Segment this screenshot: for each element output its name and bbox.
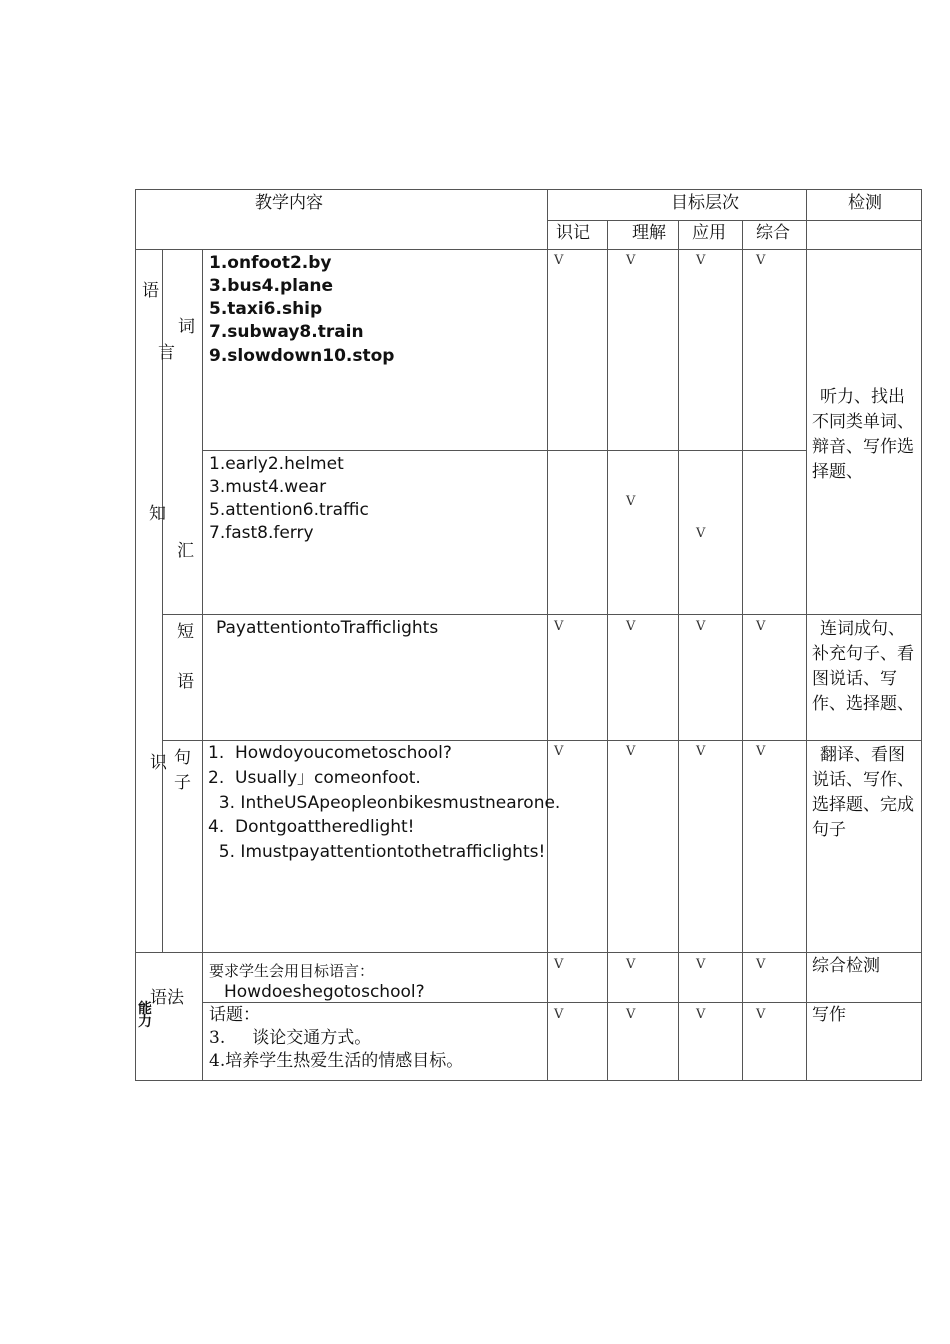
label-duan: 短 bbox=[177, 622, 194, 642]
check-mark: V bbox=[756, 253, 766, 268]
header-memorize: 识记 bbox=[556, 223, 590, 243]
table-border-left bbox=[135, 189, 136, 1081]
header-content: 教学内容 bbox=[255, 193, 323, 213]
label-hui: 汇 bbox=[177, 541, 194, 561]
vocab-check-line: 择题、 bbox=[812, 462, 863, 482]
sentence-line: 4. Dontgoattheredlight! bbox=[208, 817, 415, 837]
label-ju: 句 bbox=[174, 748, 191, 768]
memorize-col-divider bbox=[607, 220, 608, 1081]
phrase-check-line: 连词成句、 bbox=[820, 619, 905, 639]
label-zi: 子 bbox=[174, 773, 191, 793]
table-border-top bbox=[135, 189, 922, 190]
sentence-check-line: 说话、写作、 bbox=[812, 770, 914, 790]
ability-check: 写作 bbox=[812, 1005, 846, 1025]
vocab1-line: 5.taxi6.ship bbox=[209, 299, 323, 319]
vocab2-line: 1.early2.helmet bbox=[209, 454, 344, 474]
label-yu: 语 bbox=[142, 281, 159, 301]
grammar-target-sentence: Howdoeshegotoschool? bbox=[224, 982, 425, 1002]
check-mark: V bbox=[696, 957, 706, 972]
sentence-line: 2. Usually」comeonfoot. bbox=[208, 768, 421, 788]
check-mark: V bbox=[696, 526, 706, 541]
phrase-text: PayattentiontoTrafficlights bbox=[216, 618, 439, 638]
check-mark: V bbox=[626, 619, 636, 634]
vocab2-line: 5.attention6.traffic bbox=[209, 500, 369, 520]
vocab-check-line: 辩音、写作选 bbox=[812, 437, 914, 457]
label-yu2: 语 bbox=[177, 672, 194, 692]
header-understand: 理解 bbox=[632, 223, 666, 243]
check-mark: V bbox=[756, 1007, 766, 1022]
content-col-divider bbox=[547, 189, 548, 1081]
ability-line: 话题： bbox=[209, 1005, 260, 1025]
check-mark: V bbox=[554, 253, 564, 268]
phrase-divider bbox=[162, 614, 922, 615]
header-levels: 目标层次 bbox=[671, 193, 739, 213]
understand-col-divider bbox=[678, 220, 679, 1081]
check-mark: V bbox=[626, 957, 636, 972]
header-apply: 应用 bbox=[692, 223, 726, 243]
check-mark: V bbox=[554, 1007, 564, 1022]
apply-col-divider bbox=[742, 220, 743, 1081]
label-zhi: 知 bbox=[149, 504, 166, 524]
vocab2-line: 3.must4.wear bbox=[209, 477, 327, 497]
check-mark: V bbox=[696, 1007, 706, 1022]
phrase-check-line: 图说话、写 bbox=[812, 669, 897, 689]
vocab1-line: 7.subway8.train bbox=[209, 322, 364, 342]
check-mark: V bbox=[626, 494, 636, 509]
sentence-check-line: 翻译、看图 bbox=[820, 745, 905, 765]
header-synthesize: 综合 bbox=[756, 223, 790, 243]
grammar-requirement: 要求学生会用目标语言： bbox=[209, 962, 375, 980]
phrase-check-line: 补充句子、看 bbox=[812, 644, 914, 664]
vocab1-line: 3.bus4.plane bbox=[209, 276, 334, 296]
sentence-line: 5. Imustpayattentiontothetrafficlights! bbox=[208, 842, 546, 862]
check-mark: V bbox=[554, 957, 564, 972]
sentence-check-line: 句子 bbox=[812, 820, 846, 840]
label-grammar: 语法 bbox=[150, 988, 184, 1008]
grammar-check: 综合检测 bbox=[812, 956, 880, 976]
check-mark: V bbox=[696, 744, 706, 759]
sentence-line: 3. IntheUSApeopleonbikesmustnearone. bbox=[208, 793, 561, 813]
check-mark: V bbox=[554, 744, 564, 759]
check-mark: V bbox=[554, 619, 564, 634]
table-border-bottom bbox=[135, 1080, 922, 1081]
table-border-right bbox=[921, 189, 922, 1081]
check-mark: V bbox=[626, 744, 636, 759]
header-divider bbox=[547, 220, 922, 221]
check-mark: V bbox=[696, 253, 706, 268]
phrase-check-line: 作、选择题、 bbox=[812, 694, 914, 714]
vocab-divider bbox=[202, 450, 806, 451]
ability-line: 3. 谈论交通方式。 bbox=[209, 1028, 372, 1048]
check-mark: V bbox=[626, 253, 636, 268]
label-shi: 识 bbox=[150, 753, 167, 773]
check-mark: V bbox=[696, 619, 706, 634]
header-bottom bbox=[135, 249, 922, 250]
vocab2-line: 7.fast8.ferry bbox=[209, 523, 314, 543]
sentence-check-line: 选择题、完成 bbox=[812, 795, 914, 815]
vocab-check-line: 不同类单词、 bbox=[812, 412, 914, 432]
vocab1-line: 9.slowdown10.stop bbox=[209, 346, 395, 366]
check-col-divider bbox=[806, 189, 807, 1081]
check-mark: V bbox=[756, 619, 766, 634]
grammar-divider bbox=[135, 952, 922, 953]
category-col-divider bbox=[202, 249, 203, 1081]
ability-line: 4.培养学生热爱生活的情感目标。 bbox=[209, 1051, 464, 1071]
check-mark: V bbox=[756, 957, 766, 972]
header-check: 检测 bbox=[848, 193, 882, 213]
check-mark: V bbox=[626, 1007, 636, 1022]
label-ability: 能 力 bbox=[138, 1001, 152, 1030]
vocab-check-line: 听力、找出 bbox=[820, 387, 905, 407]
check-mark: V bbox=[756, 744, 766, 759]
sentence-divider bbox=[162, 740, 922, 741]
vocab1-line: 1.onfoot2.by bbox=[209, 253, 332, 273]
label-yan: 言 bbox=[158, 343, 175, 363]
label-ci: 词 bbox=[178, 317, 195, 337]
sentence-line: 1. Howdoyoucometoschool? bbox=[208, 743, 452, 763]
